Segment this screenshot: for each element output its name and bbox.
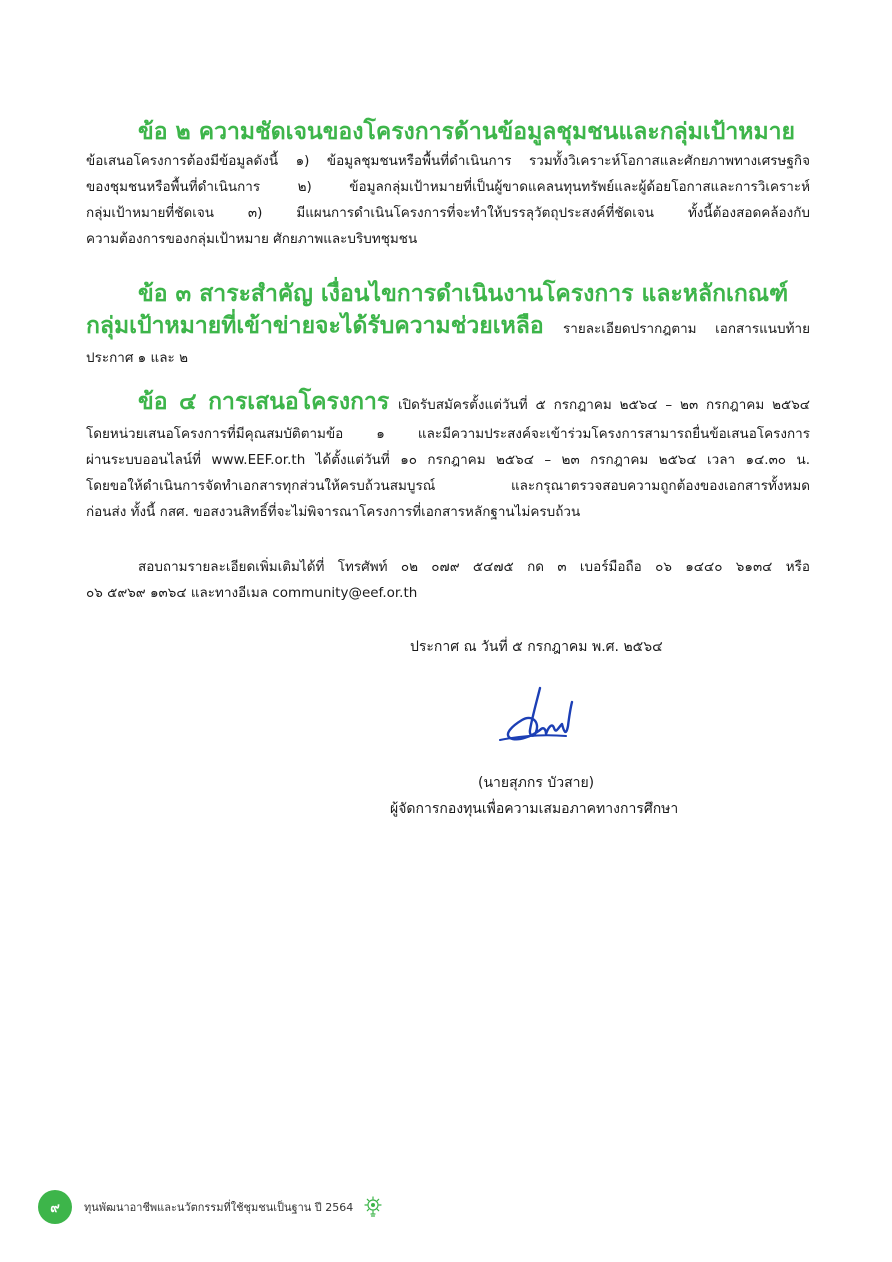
section-4-line-1 bbox=[86, 386, 810, 421]
contact-line-1: สอบถามรายละเอียดเพิ่มเติมได้ที่ โทรศัพท์ ๐๒ ๐๗๙ ๕๔๗๕ กด ๓ เบอร์มือถือ ๐๖ ๑๔๔๐ ๖๑๓๔ หรือ bbox=[138, 559, 810, 575]
section-3-body-line-2: รายละเอียดปรากฎตาม เอกสารแนบท้าย bbox=[563, 321, 810, 337]
section-2-line-1: ข้อเสนอโครงการต้องมีข้อมูลดังนี้ ๑) ข้อมูลชุมชนหรือพื้นที่ดำเนินการ รวมทั้งวิเคราะห์โอกาสและศักยภาพทางเศรษฐกิจ bbox=[86, 153, 810, 169]
announcement-date-text: ประกาศ ณ วันที่ ๕ กรกฎาคม พ.ศ. ๒๕๖๔ bbox=[410, 639, 663, 655]
section-4-line-5: ก่อนส่ง ทั้งนี้ กสศ. ขอสงวนสิทธิ์ที่จะไม่พิจารณาโครงการที่เอกสารหลักฐานไม่ครบถ้วน bbox=[86, 504, 581, 520]
section-2-line-4: ความต้องการของกลุ่มเป้าหมาย ศักยภาพและบริบทชุมชน bbox=[86, 231, 418, 247]
page-number-badge: ๙ bbox=[38, 1190, 72, 1224]
section-3-heading-line-2: กลุ่มเป้าหมายที่เข้าข่ายจะได้รับความช่วยเหลือ bbox=[86, 313, 544, 339]
signature-image bbox=[496, 684, 586, 750]
contact-info bbox=[86, 554, 810, 606]
section-4 bbox=[86, 386, 810, 525]
section-3-heading-line-1: ข้อ ๓ สาระสำคัญ เงื่อนไขการดำเนินงานโครงการ และหลักเกณฑ์ bbox=[138, 281, 789, 307]
contact-line-2: ๐๖ ๕๙๖๙ ๑๓๖๔ และทางอีเมล community@eef.or.th bbox=[86, 585, 418, 601]
section-3 bbox=[86, 278, 810, 371]
section-2-line-3: กลุ่มเป้าหมายที่ชัดเจน ๓) มีแผนการดำเนินโครงการที่จะทำให้บรรลุวัตถุประสงค์ที่ชัดเจน ทั้งนี้ต้องสอดคล้องกับ bbox=[86, 205, 810, 221]
section-2-heading: ข้อ ๒ ความชัดเจนของโครงการด้านข้อมูลชุมชนและกลุ่มเป้าหมาย bbox=[138, 119, 795, 145]
section-4-line-3: ผ่านระบบออนไลน์ที่ www.EEF.or.th ได้ตั้งแต่วันที่ ๑๐ กรกฎาคม ๒๕๖๔ – ๒๓ กรกฎาคม ๒๕๖๔ เวลา ๑๔.๓๐ น. bbox=[86, 452, 810, 468]
signer-name-text: (นายสุภกร บัวสาย) bbox=[478, 775, 595, 791]
section-3-line-3: ประกาศ ๑ และ ๒ bbox=[86, 350, 188, 366]
signer-title-text: ผู้จัดการกองทุนเพื่อความเสมอภาคทางการศึกษา bbox=[390, 801, 679, 817]
page-footer bbox=[38, 1189, 385, 1225]
section-4-line-4: โดยขอให้ดำเนินการจัดทำเอกสารทุกส่วนให้ครบถ้วนสมบูรณ์ และกรุณาตรวจสอบความถูกต้องของเอกสารทั้งหมด bbox=[86, 478, 810, 494]
footer-text: ทุนพัฒนาอาชีพและนวัตกรรมที่ใช้ชุมชนเป็นฐาน ปี 2564 bbox=[84, 1201, 354, 1214]
section-2 bbox=[86, 116, 810, 252]
section-2-line-2: ของชุมชนหรือพื้นที่ดำเนินการ ๒) ข้อมูลกลุ่มเป้าหมายที่เป็นผู้ขาดแคลนทุนทรัพย์และผู้ด้อยโอกาสและการวิเคราะห์ bbox=[86, 179, 810, 195]
section-4-line-2: โดยหน่วยเสนอโครงการที่มีคุณสมบัติตามข้อ ๑ และมีความประสงค์จะเข้าร่วมโครงการสามารถยื่นข้อเสนอโครงการ bbox=[86, 426, 810, 442]
lightbulb-gear-icon bbox=[361, 1195, 385, 1219]
section-4-heading: ข้อ ๔ การเสนอโครงการ bbox=[138, 389, 390, 415]
section-3-line-2 bbox=[86, 310, 810, 345]
section-4-body-line-1: เปิดรับสมัครตั้งแต่วันที่ ๕ กรกฎาคม ๒๕๖๔ – ๒๓ กรกฎาคม ๒๕๖๔ bbox=[397, 397, 810, 413]
